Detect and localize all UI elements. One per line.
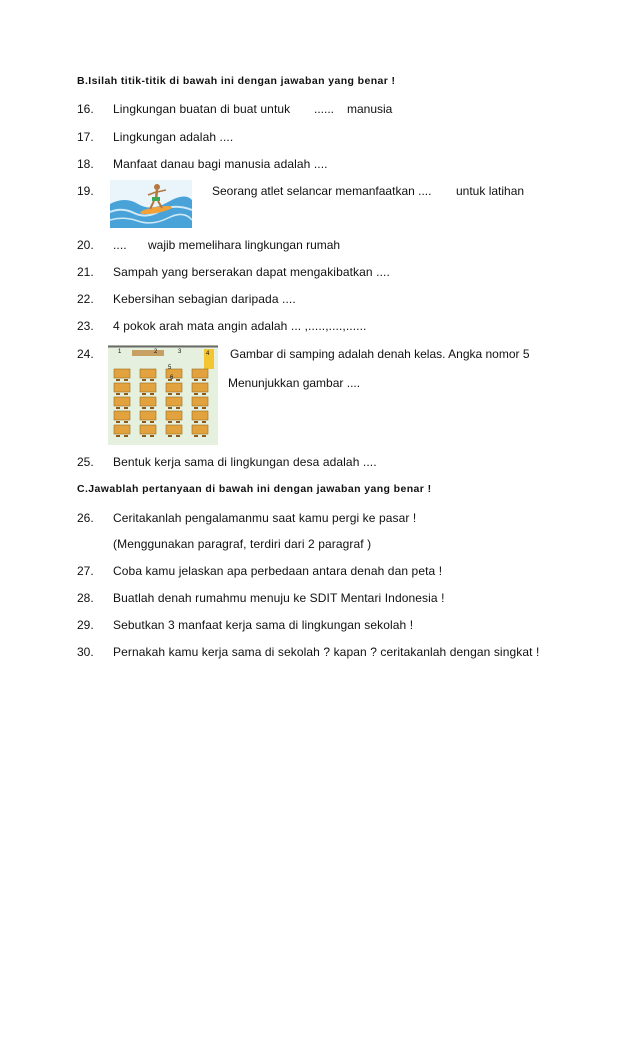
question-19-number: 19. — [77, 184, 94, 198]
question-20-number: 20. — [77, 238, 94, 252]
question-22-text: Kebersihan sebagian daripada .... — [113, 292, 296, 306]
question-27-number: 27. — [77, 564, 94, 578]
question-30-number: 30. — [77, 645, 94, 659]
question-26-note: (Menggunakan paragraf, terdiri dari 2 paragraf ) — [113, 537, 372, 551]
question-24-number: 24. — [77, 347, 94, 361]
question-25-text: Bentuk kerja sama di lingkungan desa adalah .... — [113, 455, 377, 469]
question-30-text: Pernakah kamu kerja sama di sekolah ? kapan ? ceritakanlah dengan singkat ! — [113, 645, 540, 659]
question-29-text: Sebutkan 3 manfaat kerja sama di lingkungan sekolah ! — [113, 618, 414, 632]
question-21-text: Sampah yang berserakan dapat mengakibatkan .... — [113, 265, 390, 279]
section-b-heading: B.Isilah titik-titik di bawah ini dengan jawaban yang benar ! — [77, 75, 396, 87]
question-21-number: 21. — [77, 265, 94, 279]
question-24-text-line2: Menunjukkan gambar .... — [228, 376, 361, 390]
question-19-end: untuk latihan — [456, 184, 525, 198]
question-18-number: 18. — [77, 157, 94, 171]
question-22-number: 22. — [77, 292, 94, 306]
plan-label-3: 3 — [178, 349, 182, 355]
question-29-number: 29. — [77, 618, 94, 632]
question-26-number: 26. — [77, 511, 94, 525]
question-28-number: 28. — [77, 591, 94, 605]
question-25-number: 25. — [77, 455, 94, 469]
question-19-text: Seorang atlet selancar memanfaatkan .... — [212, 184, 432, 198]
question-18-text: Manfaat danau bagi manusia adalah .... — [113, 157, 328, 171]
question-24-text-line1: Gambar di samping adalah denah kelas. Angka nomor 5 — [230, 347, 530, 361]
question-27-text: Coba kamu jelaskan apa perbedaan antara denah dan peta ! — [113, 564, 443, 578]
question-16-text: Lingkungan buatan di buat untuk — [113, 102, 291, 116]
question-17-number: 17. — [77, 130, 94, 144]
plan-label-1: 1 — [118, 349, 122, 355]
plan-label-2: 2 — [154, 349, 158, 355]
question-16-number: 16. — [77, 102, 94, 116]
question-20-text: wajib memelihara lingkungan rumah — [148, 238, 341, 252]
question-28-text: Buatlah denah rumahmu menuju ke SDIT Mentari Indonesia ! — [113, 591, 445, 605]
question-23-number: 23. — [77, 319, 94, 333]
question-17-text: Lingkungan adalah .... — [113, 130, 234, 144]
question-23-text: 4 pokok arah mata angin adalah ... ,.....,....,...... — [113, 319, 367, 333]
surfer-picture-icon — [110, 180, 192, 228]
question-16-blank: ...... — [314, 102, 335, 116]
plan-label-6: 6 — [170, 375, 174, 381]
question-20-blank: .... — [113, 238, 127, 252]
classroom-floor-plan-icon — [108, 345, 218, 445]
question-16-end: manusia — [347, 102, 393, 116]
plan-label-5: 5 — [168, 365, 172, 371]
question-26-text: Ceritakanlah pengalamanmu saat kamu pergi ke pasar ! — [113, 511, 417, 525]
section-c-heading: C.Jawablah pertanyaan di bawah ini dengan jawaban yang benar ! — [77, 483, 432, 495]
plan-label-4: 4 — [206, 351, 210, 357]
